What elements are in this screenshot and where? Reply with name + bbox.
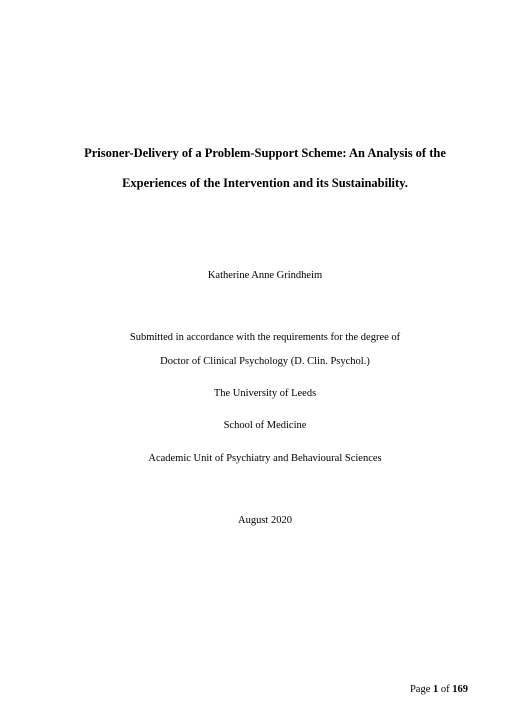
author-name: Katherine Anne Grindheim — [207, 270, 323, 281]
page-number — [410, 683, 468, 697]
total-page-count: 169 — [452, 684, 468, 695]
current-page-number: 1 — [433, 684, 439, 695]
submission-date: August 2020 — [238, 515, 292, 526]
page-label: Page — [409, 684, 431, 695]
submission-statement-line-1: Submitted in accordance with the requirements for the degree of — [129, 332, 401, 343]
title-line-2: Experiences of the Intervention and its Sustainability. — [122, 176, 408, 190]
of-label: of — [440, 684, 450, 695]
degree-name: Doctor of Clinical Psychology (D. Clin. Psychol.) — [160, 356, 370, 367]
title-line-1: Prisoner-Delivery of a Problem-Support Scheme: An Analysis of the — [84, 146, 446, 160]
school-name: School of Medicine — [223, 420, 307, 431]
university-name: The University of Leeds — [213, 388, 317, 399]
academic-unit-name: Academic Unit of Psychiatry and Behavioural Sciences — [148, 453, 382, 464]
